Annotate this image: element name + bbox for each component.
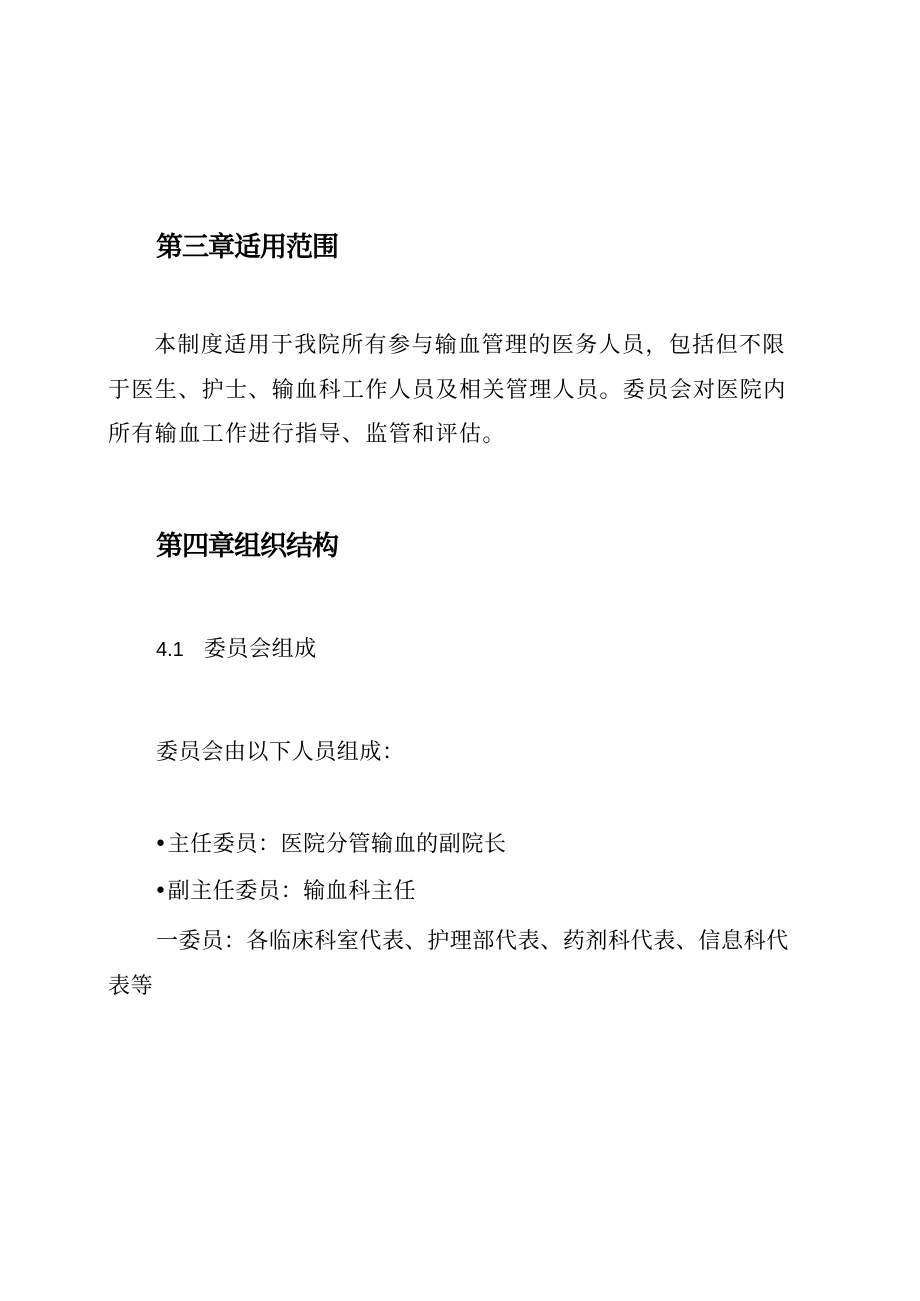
chapter-3-body [108,324,808,458]
chapter-4-title: 第四章组织结构 [156,531,338,562]
chapter-3-title: 第三章适用范围 [156,232,338,263]
section-4-1-heading [156,639,317,661]
member-committee-item: 一委员：各临床科室代表、护理部代表、药剂科代表、信息科代 [156,929,789,954]
chapter-3-body-text: 本制度适用于我院所有参与输血管理的医务人员，包括但不限于医生、护士、输血科工作人员及相关管理人员。委员会对医院内所有输血工作进行指导、监管和评估。 [108,333,787,447]
member-vice-chair-item: •副主任委员：输血科主任 [154,879,417,904]
section-number: 4.1 [156,639,184,661]
member-committee-item-continued: 表等 [108,974,154,999]
committee-intro: 委员会由以下人员组成： [156,740,405,765]
member-chair-item: •主任委员：医院分管输血的副院长 [154,832,507,857]
section-title: 委员会组成 [203,637,317,662]
